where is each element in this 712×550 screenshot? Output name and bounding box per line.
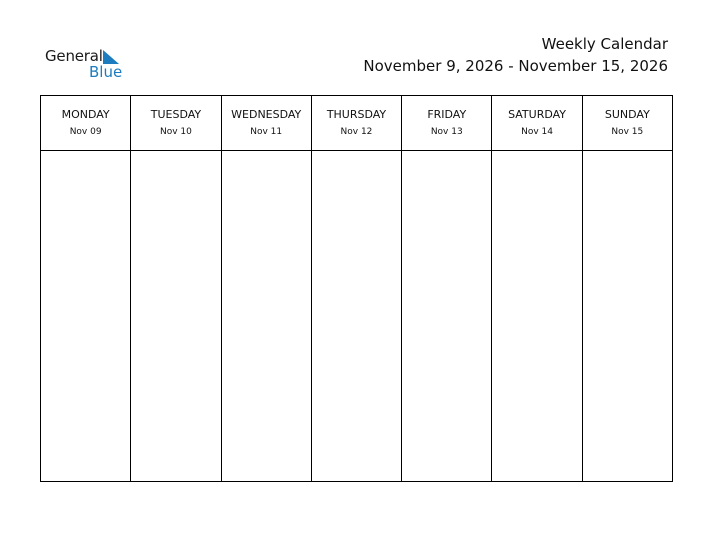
day-date: Nov 13 [430, 127, 463, 137]
day-date: Nov 14 [521, 127, 553, 137]
page-header [363, 34, 668, 77]
date-range: November 9, 2026 - November 15, 2026 [363, 57, 668, 75]
day-header [131, 96, 220, 151]
day-name: MONDAY [61, 108, 110, 121]
day-cell [312, 151, 401, 481]
weekly-calendar-grid [40, 95, 673, 482]
day-date: Nov 10 [159, 127, 192, 137]
day-header [402, 96, 491, 151]
day-cell [131, 151, 220, 481]
day-name: SUNDAY [604, 108, 650, 121]
day-column-friday [402, 96, 492, 481]
day-cell [492, 151, 581, 481]
day-name: TUESDAY [150, 108, 202, 121]
day-date: Nov 09 [69, 127, 102, 137]
day-header [312, 96, 401, 151]
day-cell [41, 151, 130, 481]
day-date: Nov 12 [340, 127, 373, 137]
page-title: Weekly Calendar [541, 35, 668, 53]
day-header [222, 96, 311, 151]
day-cell [222, 151, 311, 481]
logo-word-blue: Blue [89, 63, 123, 81]
day-name: FRIDAY [427, 108, 467, 121]
day-column-saturday [492, 96, 582, 481]
day-name: WEDNESDAY [231, 108, 302, 121]
day-column-tuesday [131, 96, 221, 481]
day-name: THURSDAY [326, 108, 387, 121]
day-column-wednesday [222, 96, 312, 481]
brand-logo [45, 46, 135, 82]
logo-word-general: General [45, 47, 103, 65]
day-date: Nov 15 [611, 127, 644, 137]
day-header [492, 96, 581, 151]
day-name: SATURDAY [508, 108, 567, 121]
day-column-monday [41, 96, 131, 481]
day-column-sunday [583, 96, 672, 481]
day-header [583, 96, 672, 151]
day-date: Nov 11 [250, 127, 283, 137]
day-header [41, 96, 130, 151]
day-column-thursday [312, 96, 402, 481]
day-cell [402, 151, 491, 481]
day-cell [583, 151, 672, 481]
